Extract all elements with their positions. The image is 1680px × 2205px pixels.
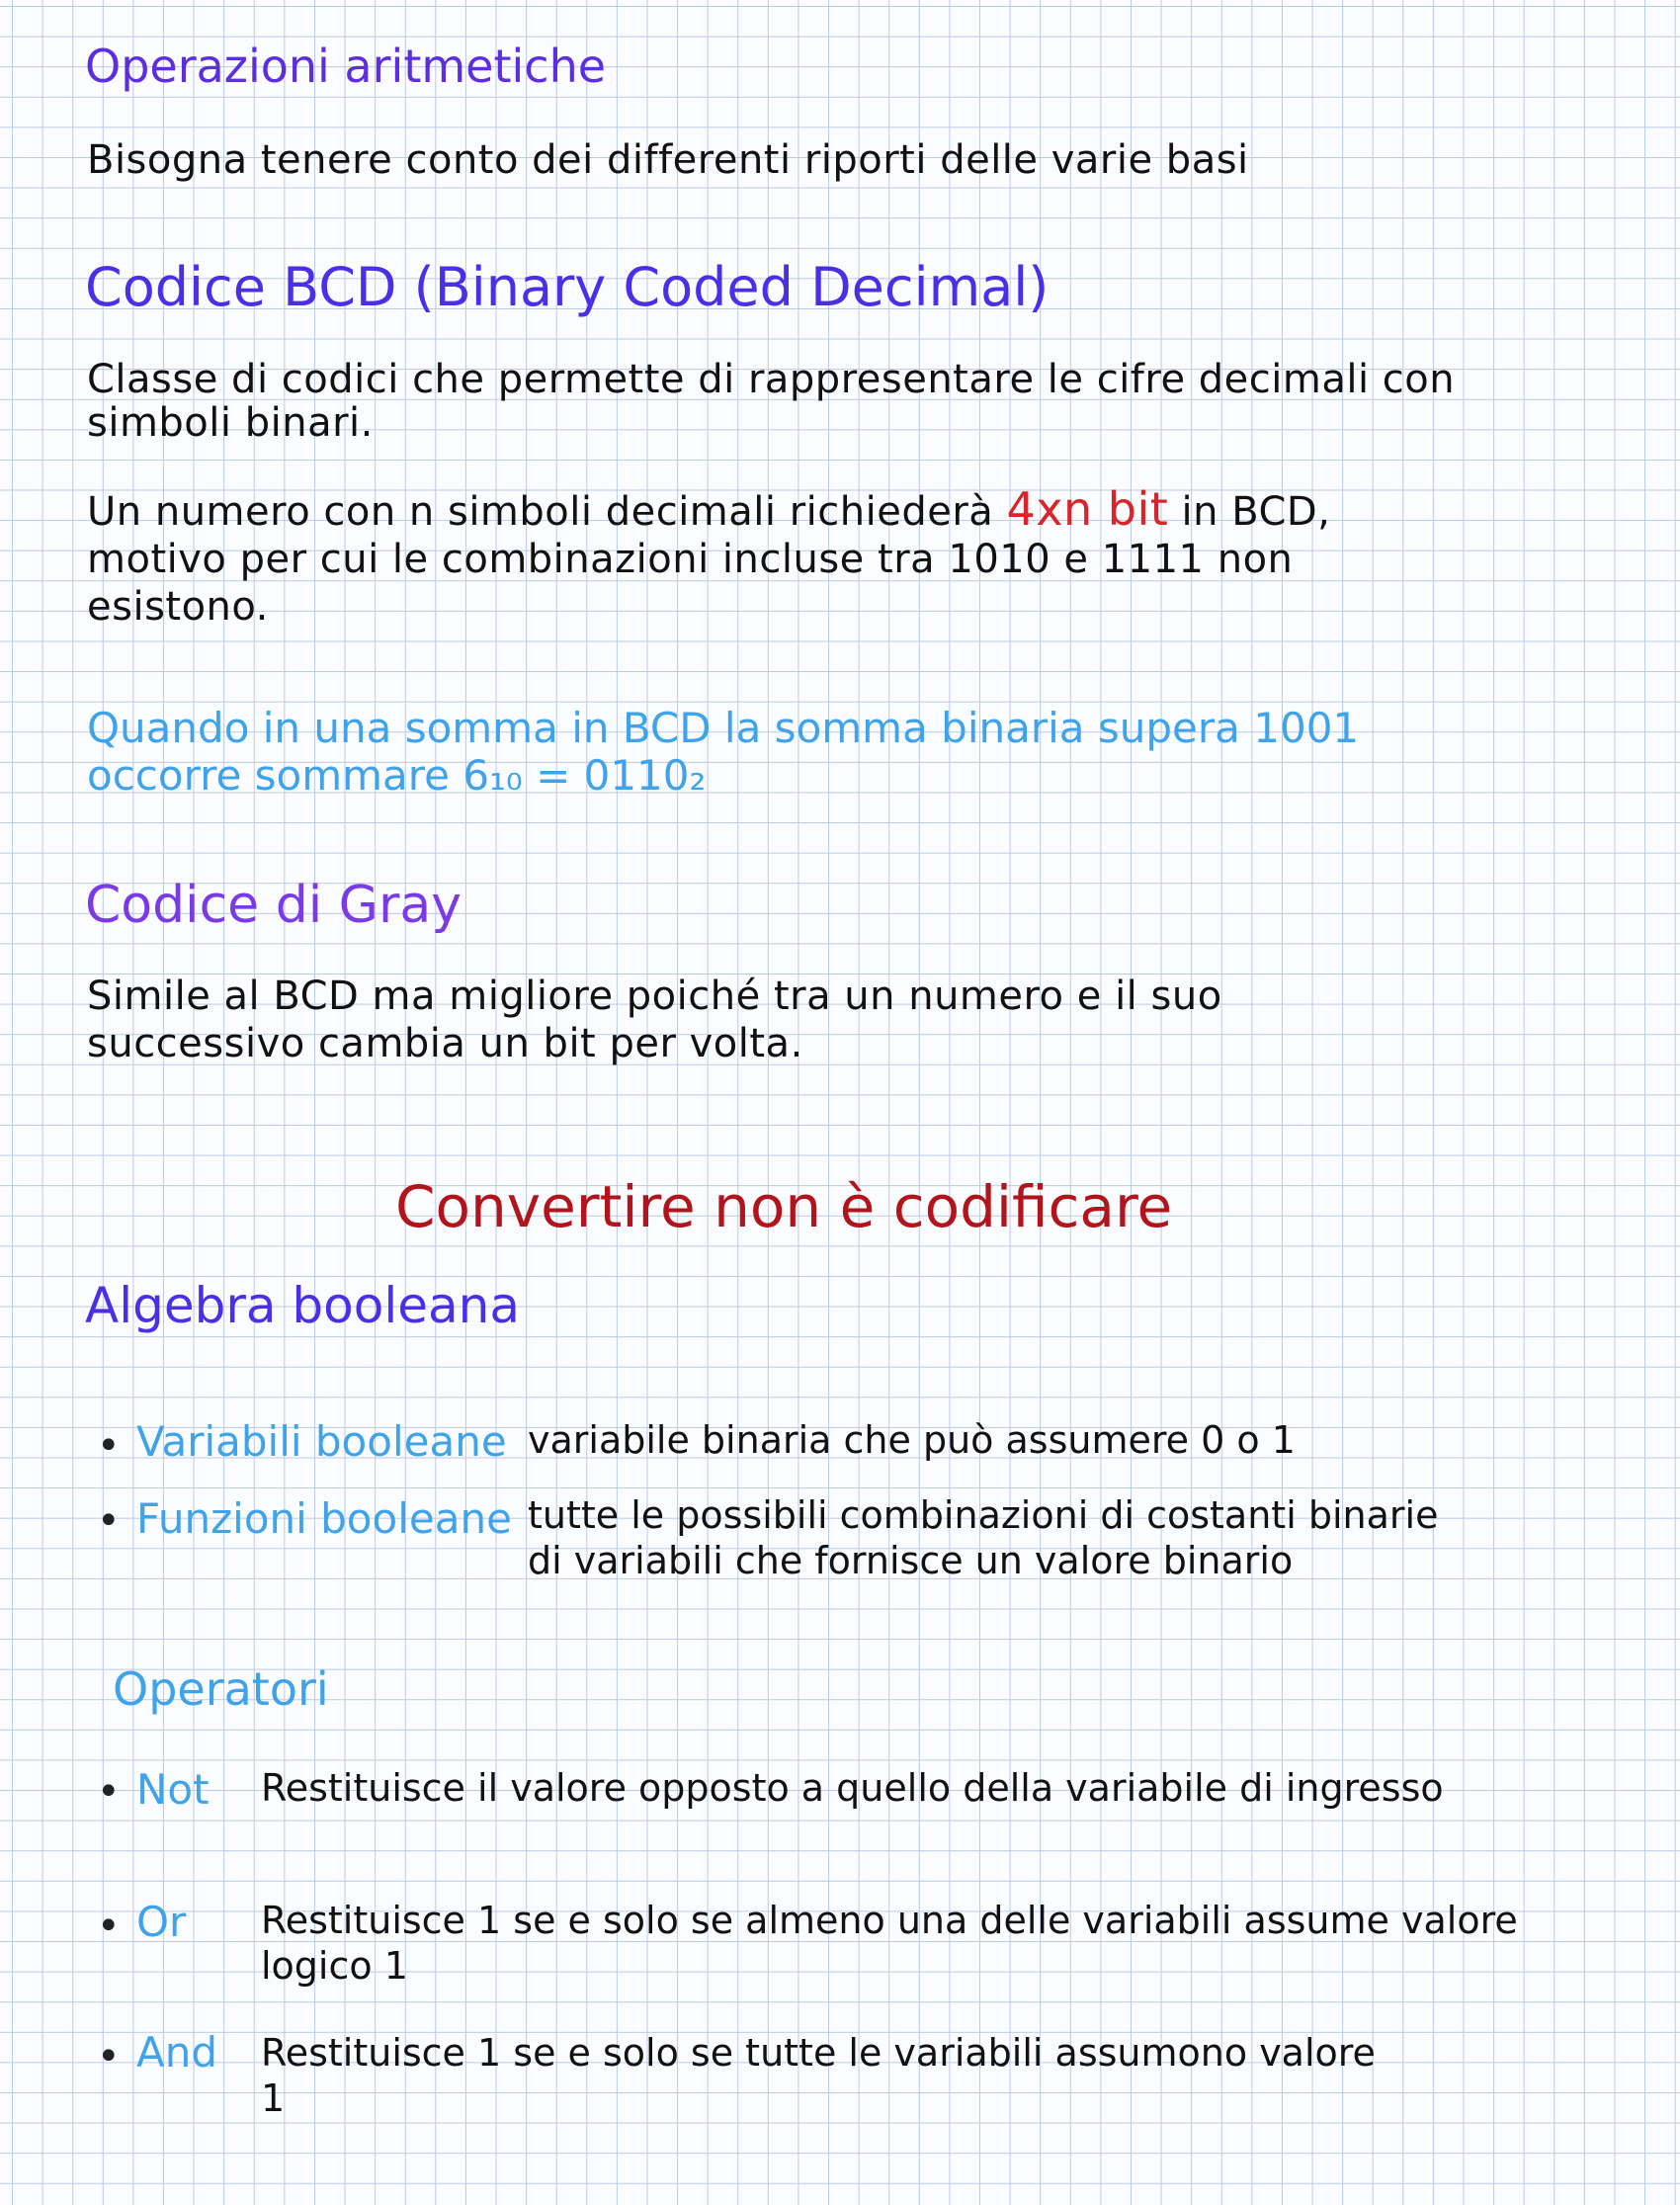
- text-bcd-line2: simboli binari.: [87, 400, 374, 446]
- text-bcd-p2-line2: motivo per cui le combinazioni incluse tra 1010 e 1111 non: [87, 537, 1294, 582]
- bullet-icon: •: [97, 1769, 121, 1815]
- text-gray-line1: Simile al BCD ma migliore poiché tra un numero e il suo: [87, 974, 1222, 1019]
- desc-and-line1: Restituisce 1 se e solo se tutte le variabili assumono valore: [261, 2031, 1376, 2075]
- bullet-icon: •: [97, 1904, 121, 1949]
- text-bcd-line1: Classe di codici che permette di rappresentare le cifre decimali con: [87, 357, 1456, 402]
- heading-codice-gray: Codice di Gray: [85, 876, 462, 935]
- text-riporti: Bisogna tenere conto dei differenti riporti delle varie basi: [87, 137, 1249, 183]
- desc-funzioni-booleane-line1: tutte le possibili combinazioni di costanti binarie: [528, 1493, 1439, 1537]
- heading-convertire-non-codificare: Convertire non è codificare: [395, 1173, 1173, 1240]
- text-bcd-p2-line3: esistono.: [87, 584, 269, 630]
- heading-algebra-booleana: Algebra booleana: [85, 1277, 520, 1334]
- desc-and-line2: 1: [261, 2077, 286, 2120]
- text-bcd-p2-b: in BCD,: [1181, 489, 1331, 535]
- heading-operatori: Operatori: [113, 1662, 329, 1716]
- desc-not: Restituisce il valore opposto a quello della variabile di ingresso: [261, 1766, 1444, 1810]
- text-gray-line2: successivo cambia un bit per volta.: [87, 1021, 803, 1066]
- term-not: Not: [136, 1765, 210, 1814]
- text-4xn-bit: 4xn bit: [1006, 482, 1169, 536]
- text-bcd-note-line2: occorre sommare 6₁₀ = 0110₂: [87, 751, 707, 800]
- text-bcd-p2-a: Un numero con n simboli decimali richiederà: [87, 489, 994, 535]
- desc-or-line1: Restituisce 1 se e solo se almeno una delle variabili assume valore: [261, 1899, 1518, 1942]
- heading-codice-bcd: Codice BCD (Binary Coded Decimal): [85, 256, 1050, 318]
- heading-operazioni-aritmetiche: Operazioni aritmetiche: [85, 40, 607, 93]
- term-and: And: [136, 2028, 218, 2077]
- bullet-icon: •: [97, 2034, 121, 2079]
- text-bcd-p2-line1: [87, 482, 1331, 536]
- term-variabili-booleane: Variabili booleane: [136, 1417, 507, 1466]
- bullet-icon: •: [97, 1423, 121, 1469]
- desc-funzioni-booleane-line2: di variabili che fornisce un valore binario: [528, 1539, 1294, 1582]
- desc-variabili-booleane: variabile binaria che può assumere 0 o 1: [528, 1418, 1296, 1462]
- bullet-icon: •: [97, 1498, 121, 1544]
- term-or: Or: [136, 1898, 187, 1946]
- term-funzioni-booleane: Funzioni booleane: [136, 1494, 512, 1543]
- text-bcd-note-line1: Quando in una somma in BCD la somma binaria supera 1001: [87, 704, 1360, 752]
- desc-or-line2: logico 1: [261, 1944, 408, 1988]
